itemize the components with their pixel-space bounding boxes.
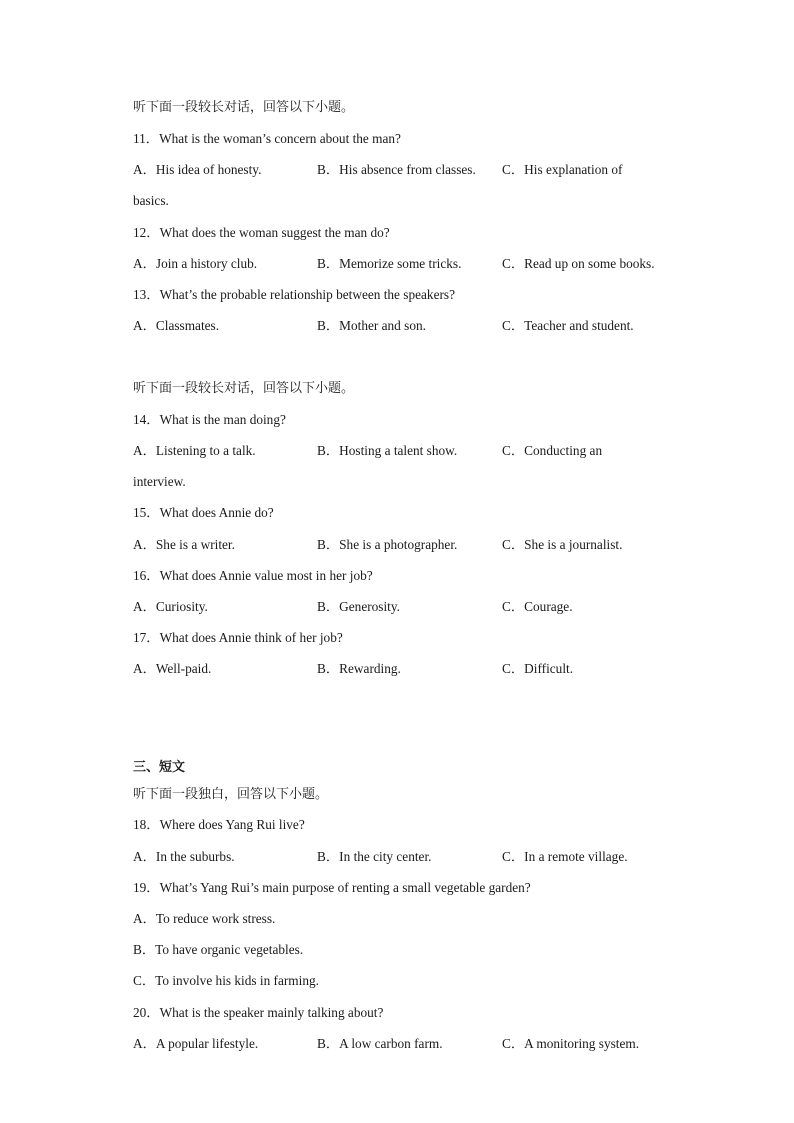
option-a: A．Join a history club.	[133, 256, 258, 271]
question-stem: 19．What’s Yang Rui’s main purpose of renting a small vegetable garden?	[133, 880, 531, 895]
option-b: B．A low carbon farm.	[317, 1036, 443, 1051]
option-a: A．Curiosity.	[133, 599, 208, 614]
option-a: A．Listening to a talk.	[133, 443, 256, 458]
option-c: C．A monitoring system.	[502, 1036, 640, 1051]
option-a: A．A popular lifestyle.	[133, 1036, 259, 1051]
question-stem: 15．What does Annie do?	[133, 505, 274, 520]
option-a: A．To reduce work stress.	[133, 911, 276, 926]
question-stem: 13．What’s the probable relationship between the speakers?	[133, 287, 455, 302]
option-b: B．Generosity.	[317, 599, 400, 614]
option-b: B．She is a photographer.	[317, 537, 458, 552]
question-stem: 12．What does the woman suggest the man do?	[133, 225, 390, 240]
option-a: A．His idea of honesty.	[133, 162, 262, 177]
question-stem: 18．Where does Yang Rui live?	[133, 817, 305, 832]
option-b: B．Mother and son.	[317, 318, 426, 333]
question-stem: 11．What is the woman’s concern about the man?	[133, 131, 401, 146]
section-intro: 听下面一段较长对话，回答以下小题。	[133, 381, 355, 396]
option-wrap: basics.	[133, 193, 169, 208]
option-c: C．Courage.	[502, 599, 573, 614]
option-b: B．Rewarding.	[317, 661, 401, 676]
section-heading: 三、短文	[133, 760, 186, 775]
question-stem: 16．What does Annie value most in her job?	[133, 568, 373, 583]
section-intro: 听下面一段较长对话，回答以下小题。	[133, 100, 355, 115]
option-c: C．Read up on some books.	[502, 256, 655, 271]
option-a: A．Well-paid.	[133, 661, 212, 676]
question-stem: 20．What is the speaker mainly talking about?	[133, 1005, 384, 1020]
option-a: A．In the suburbs.	[133, 849, 235, 864]
option-b: B．Memorize some tricks.	[317, 256, 462, 271]
section-intro: 听下面一段独白，回答以下小题。	[133, 787, 329, 802]
option-b: B．His absence from classes.	[317, 162, 476, 177]
question-stem: 17．What does Annie think of her job?	[133, 630, 343, 645]
option-c: C．Conducting an	[502, 443, 603, 458]
option-c: C．In a remote village.	[502, 849, 628, 864]
option-b: B．In the city center.	[317, 849, 432, 864]
option-b: B．To have organic vegetables.	[133, 942, 304, 957]
option-a: A．She is a writer.	[133, 537, 235, 552]
option-a: A．Classmates.	[133, 318, 220, 333]
option-c: C．To involve his kids in farming.	[133, 973, 319, 988]
option-c: C．His explanation of	[502, 162, 623, 177]
option-wrap: interview.	[133, 474, 186, 489]
option-c: C．She is a journalist.	[502, 537, 623, 552]
option-c: C．Teacher and student.	[502, 318, 634, 333]
option-c: C．Difficult.	[502, 661, 574, 676]
question-stem: 14．What is the man doing?	[133, 412, 286, 427]
option-b: B．Hosting a talent show.	[317, 443, 458, 458]
